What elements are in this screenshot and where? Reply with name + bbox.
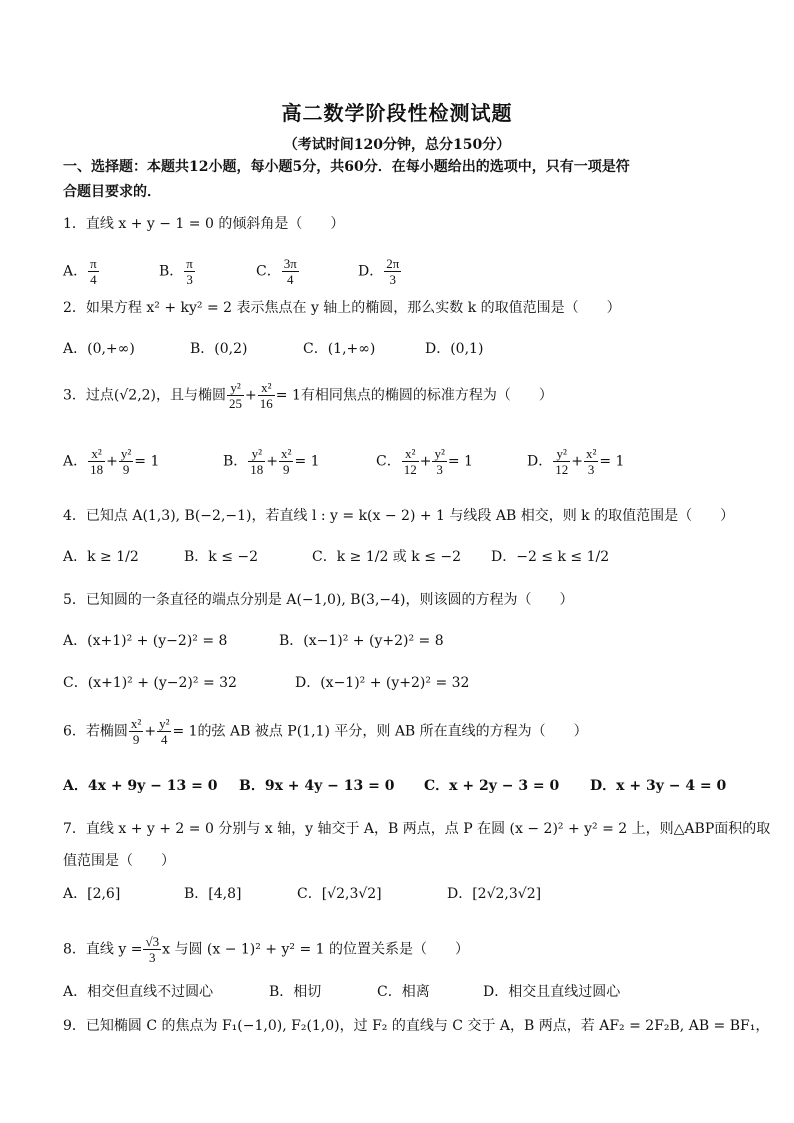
question-7-line2: 值范围是（ ） bbox=[63, 853, 175, 869]
question-1-options bbox=[63, 256, 753, 290]
q6-option-c: C．x + 2y − 3 = 0 bbox=[424, 778, 560, 794]
page-title: 高二数学阶段性检测试题 bbox=[281, 101, 513, 125]
q8-option-c: C．相离 bbox=[377, 984, 430, 1000]
q2-option-d: D．(0,1) bbox=[425, 341, 484, 357]
question-3: 3．过点(√2,2)，且与椭圆 $\frac{\text{y²}}{25}$ + $\frac{\text{x²}}{16}$ = 1有相同焦点的椭圆的标准方程为（ ） bbox=[63, 380, 553, 411]
q4-option-a: A．k ≥ 1/2 bbox=[63, 549, 139, 565]
q1-option-c: C． $\frac{3\pi}{4}$ bbox=[256, 256, 297, 287]
q5-option-c: C．(x+1)² + (y−2)² = 32 bbox=[63, 675, 237, 691]
q3-option-a: A． $\frac{\text{x²}}{18}$ + $\frac{\text{y²}}{9}$ = 1 bbox=[63, 446, 160, 477]
q3-option-c: C． $\frac{\text{x²}}{12}$ + $\frac{\text{y²}}{3}$ = 1 bbox=[376, 446, 473, 477]
section-heading-line2: 合题目要求的． bbox=[63, 184, 161, 200]
q5-option-a: A．(x+1)² + (y−2)² = 8 bbox=[63, 633, 228, 649]
q7-option-d: D．[2√2,3√2] bbox=[447, 886, 542, 902]
question-3-options bbox=[63, 446, 753, 482]
page-subtitle: （考试时间120分钟，总分150分） bbox=[283, 137, 511, 153]
q5-option-d: D．(x−1)² + (y+2)² = 32 bbox=[295, 675, 470, 691]
q6-option-b: B．9x + 4y − 13 = 0 bbox=[239, 778, 395, 794]
q8-option-b: B．相切 bbox=[269, 984, 322, 1000]
question-6-options bbox=[63, 776, 753, 796]
question-1: 1．直线 x + y − 1 = 0 的倾斜角是（ ） bbox=[63, 216, 345, 232]
q4-option-b: B．k ≤ −2 bbox=[184, 549, 259, 565]
question-8-options bbox=[63, 982, 753, 1002]
question-6: 6．若椭圆 $\frac{\text{x²}}{9}$ + $\frac{\text{y²}}{4}$ = 1的弦 AB 被点 P(1,1) 平分，则 AB 所在直线的方程为（ ） bbox=[63, 716, 588, 747]
q1-option-b: B． $\frac{\pi}{3}$ bbox=[159, 256, 193, 287]
q8-option-a: A．相交但直线不过圆心 bbox=[63, 984, 214, 1000]
question-5-options-row2 bbox=[63, 673, 753, 693]
q3-option-d: D． $\frac{\text{y²}}{12}$ + $\frac{\text{x²}}{3}$ = 1 bbox=[527, 446, 625, 477]
question-8: 8．直线 y = $\frac{√3}{3}$ x 与圆 (x − 1)² + y² = 1 的位置关系是（ ） bbox=[63, 934, 469, 965]
q2-option-a: A．(0,+∞) bbox=[63, 341, 135, 357]
section-heading-line1: 一、选择题：本题共12小题，每小题5分，共60分．在每小题给出的选项中，只有一项是符 bbox=[63, 159, 630, 175]
q5-option-b: B．(x−1)² + (y+2)² = 8 bbox=[279, 633, 444, 649]
q7-option-b: B．[4,8] bbox=[184, 886, 242, 902]
q4-option-d: D．−2 ≤ k ≤ 1/2 bbox=[491, 549, 610, 565]
question-9: 9．已知椭圆 C 的焦点为 F₁(−1,0), F₂(1,0)，过 F₂ 的直线与 C 交于 A，B 两点，若 AF₂ = 2F₂B, AB = BF₁， bbox=[63, 1018, 770, 1034]
question-5: 5．已知圆的一条直径的端点分别是 A(−1,0), B(3,−4)，则该圆的方程为（ ） bbox=[63, 592, 574, 608]
q7-option-a: A．[2,6] bbox=[63, 886, 121, 902]
q4-option-c: C．k ≥ 1/2 或 k ≤ −2 bbox=[312, 549, 462, 565]
q2-option-b: B．(0,2) bbox=[190, 341, 248, 357]
q2-option-c: C．(1,+∞) bbox=[303, 341, 376, 357]
q8-option-d: D．相交且直线过圆心 bbox=[483, 984, 621, 1000]
q6-option-a: A．4x + 9y − 13 = 0 bbox=[63, 778, 218, 794]
question-7-options bbox=[63, 884, 753, 904]
q7-option-c: C．[√2,3√2] bbox=[297, 886, 382, 902]
q6-option-d: D．x + 3y − 4 = 0 bbox=[590, 778, 727, 794]
question-7-line1: 7．直线 x + y + 2 = 0 分别与 x 轴，y 轴交于 A，B 两点，点 P 在圆 (x − 2)² + y² = 2 上，则△ABP面积的取 bbox=[63, 821, 771, 837]
question-2-options bbox=[63, 339, 753, 359]
q3-option-b: B． $\frac{\text{y²}}{18}$ + $\frac{\text{x²}}{9}$ = 1 bbox=[223, 446, 320, 477]
question-4-options bbox=[63, 547, 753, 567]
q1-option-d: D． $\frac{2\pi}{3}$ bbox=[358, 256, 400, 287]
question-4: 4．已知点 A(1,3), B(−2,−1)，若直线 l : y = k(x − 2) + 1 与线段 AB 相交，则 k 的取值范围是（ ） bbox=[63, 508, 735, 524]
question-2: 2．如果方程 x² + ky² = 2 表示焦点在 y 轴上的椭圆，那么实数 k 的取值范围是（ ） bbox=[63, 300, 621, 316]
q1-option-a: A． $\frac{\pi}{4}$ bbox=[63, 256, 97, 287]
question-5-options-row1 bbox=[63, 631, 753, 651]
